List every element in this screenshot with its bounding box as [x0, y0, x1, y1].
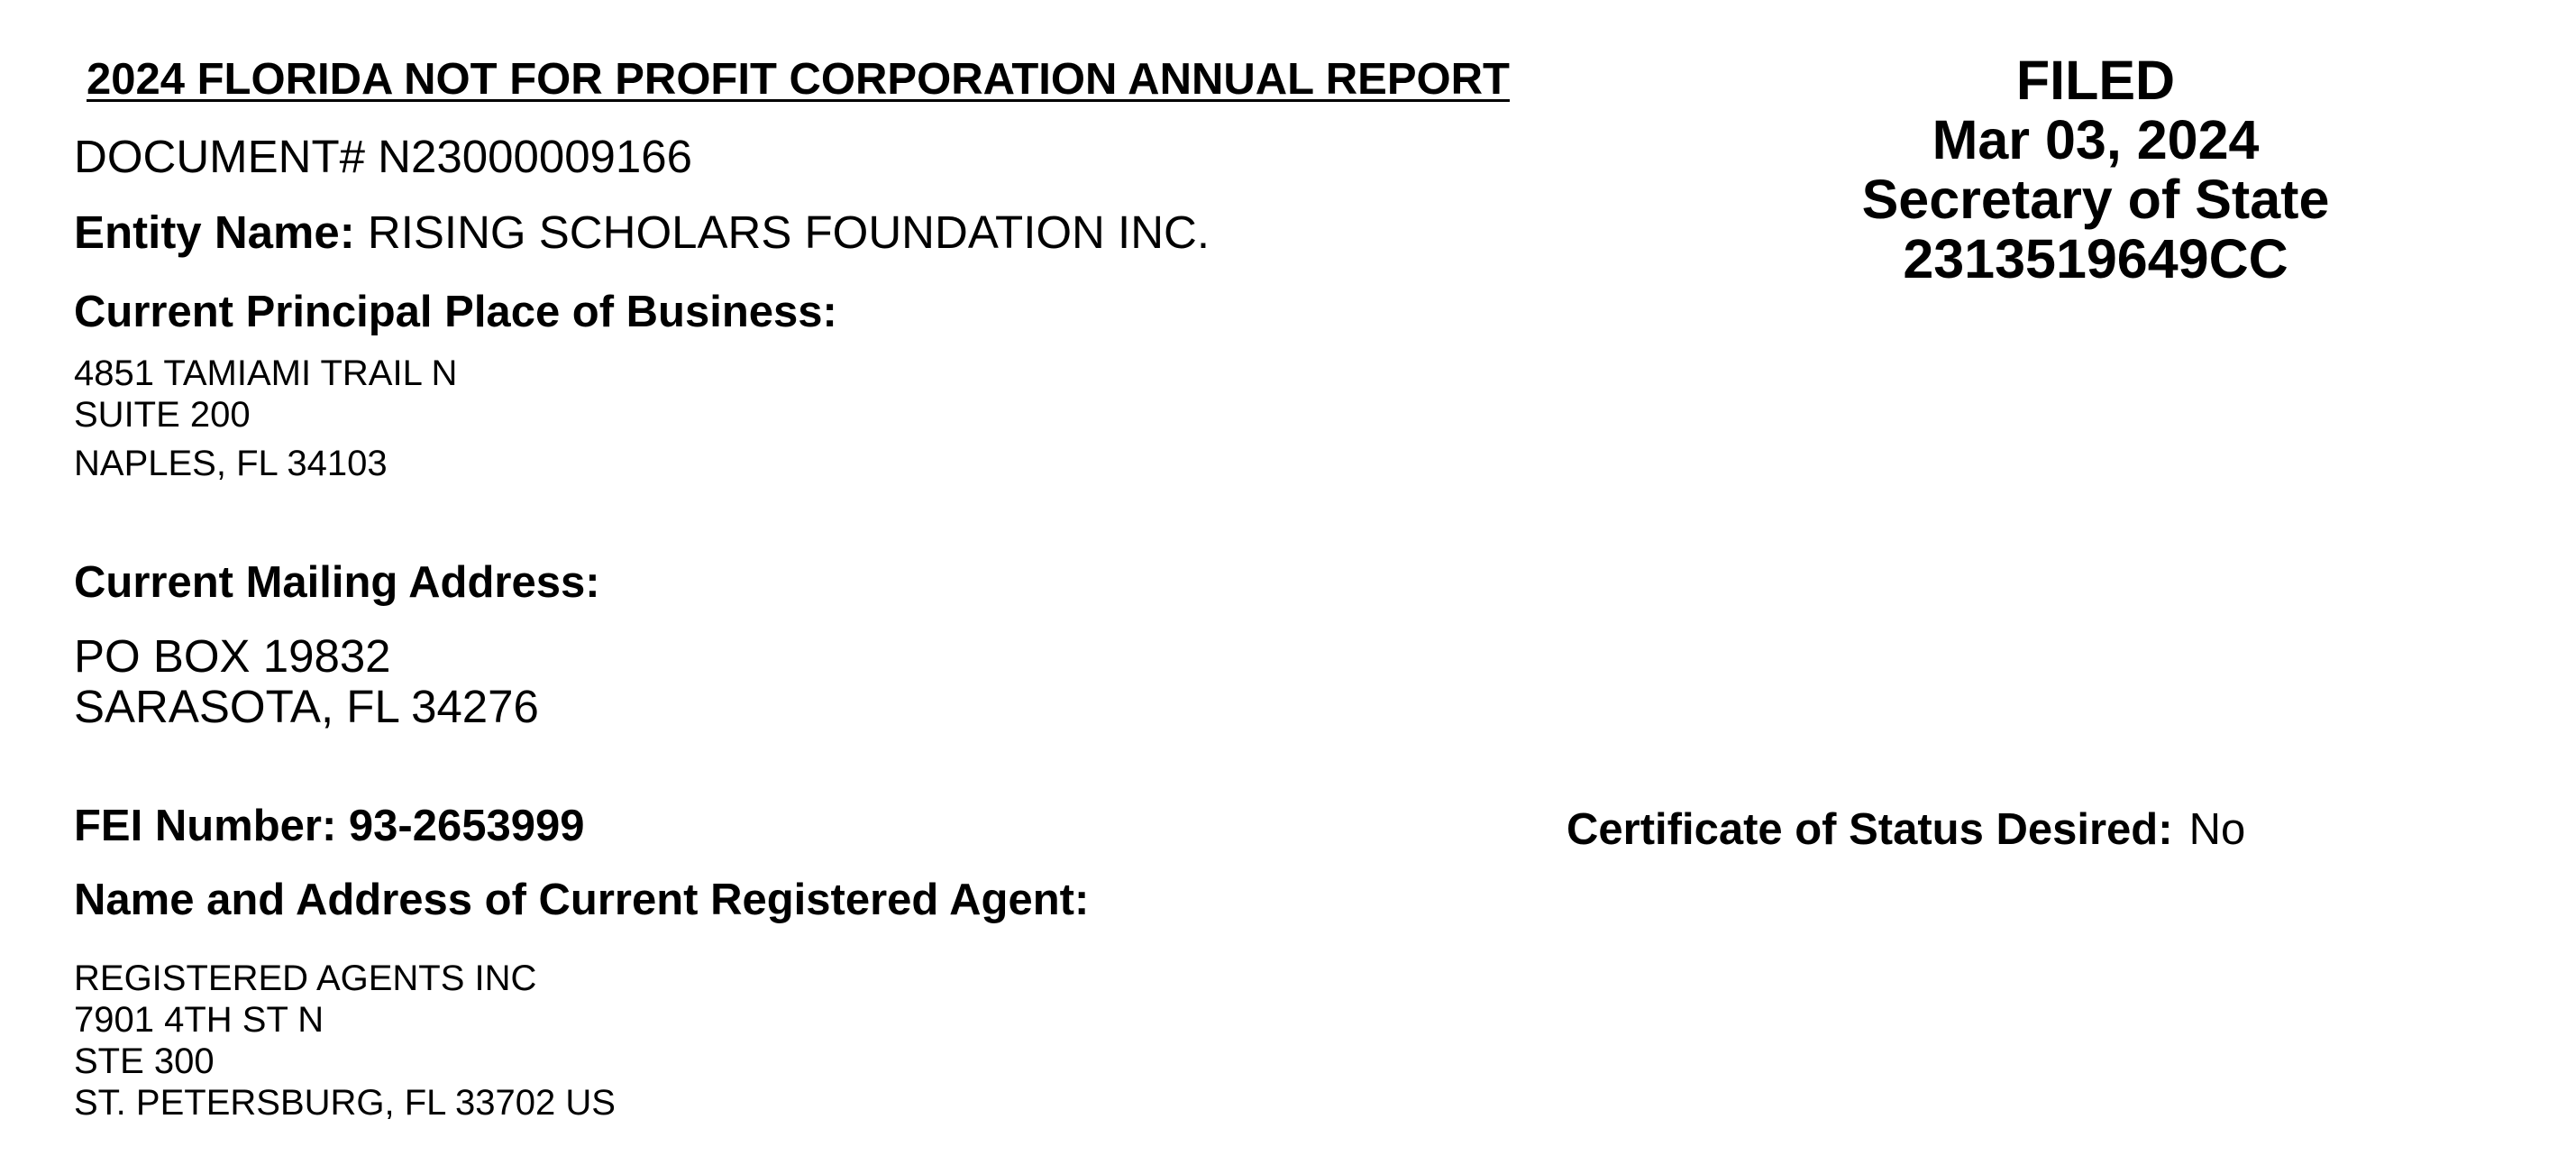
agent-address-line: 7901 4TH ST N: [74, 1000, 324, 1040]
report-title: 2024 FLORIDA NOT FOR PROFIT CORPORATION ANNUAL REPORT: [87, 55, 1510, 104]
mailing-address-heading: Current Mailing Address:: [74, 558, 600, 607]
filed-office: Secretary of State: [1861, 169, 2330, 230]
principal-place-heading: Current Principal Place of Business:: [74, 288, 837, 336]
principal-address-line: SUITE 200: [74, 395, 251, 435]
certificate-of-status-value: No: [2188, 805, 2246, 854]
agent-address-line: ST. PETERSBURG, FL 33702 US: [74, 1083, 616, 1123]
registered-agent-heading: Name and Address of Current Registered Agent:: [74, 876, 1090, 924]
document-number: DOCUMENT# N23000009166: [74, 131, 693, 182]
mailing-address-line: PO BOX 19832: [74, 630, 391, 682]
mailing-address-line: SARASOTA, FL 34276: [74, 681, 539, 732]
certificate-of-status: [1567, 804, 2245, 855]
filed-date: Mar 03, 2024: [1932, 109, 2260, 170]
agent-address-line: REGISTERED AGENTS INC: [74, 959, 537, 998]
entity-name-label: Entity Name:: [74, 206, 355, 258]
filed-stamp: [1848, 50, 2343, 289]
principal-address-line: 4851 TAMIAMI TRAIL N: [74, 353, 458, 393]
entity-name-row: [74, 206, 1210, 259]
agent-address-line: STE 300: [74, 1041, 215, 1081]
filed-number: 2313519649CC: [1903, 228, 2288, 289]
principal-address: [74, 353, 457, 484]
fei-number: FEI Number: 93-2653999: [74, 802, 585, 850]
principal-address-line: NAPLES, FL 34103: [74, 444, 388, 483]
mailing-address: [74, 631, 539, 732]
entity-name-value: RISING SCHOLARS FOUNDATION INC.: [367, 206, 1210, 258]
registered-agent-address: [74, 958, 616, 1124]
certificate-of-status-label: Certificate of Status Desired:: [1567, 805, 2173, 854]
filed-status: FILED: [2015, 50, 2176, 111]
